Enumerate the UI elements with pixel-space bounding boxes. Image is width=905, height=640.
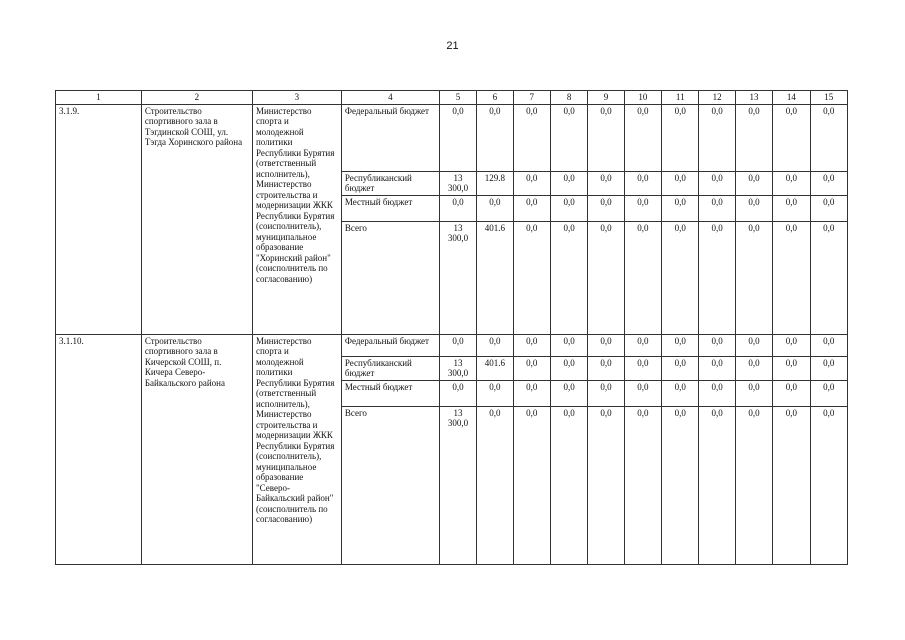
value-cell: 0,0 — [662, 221, 699, 334]
entry-title: Строительство спортивного зала в Кичерской СОШ, п. Кичера Северо-Байкальского района — [141, 334, 252, 564]
column-header: 5 — [439, 91, 476, 105]
value-cell: 129.8 — [477, 171, 513, 195]
value-cell: 0,0 — [439, 195, 476, 221]
entry-executor: Министерство спорта и молодежной политики Республики Бурятия (ответственный исполнитель), Министерство строительства и модернизации ЖКК Республики Бурятия (соисполнитель), муниципальное образование "Северо-Байкальский район" (соисполнитель по согласованию) — [252, 334, 341, 564]
value-cell: 0,0 — [513, 221, 550, 334]
value-cell: 0,0 — [477, 380, 513, 406]
column-header: 12 — [699, 91, 735, 105]
value-cell: 401.6 — [477, 221, 513, 334]
entry-executor: Министерство спорта и молодежной политики Республики Бурятия (ответственный исполнитель), Министерство строительства и модернизации ЖКК Республики Бурятия (соисполнитель), муниципальное образование "Хоринский район" (соисполнитель по согласованию) — [252, 104, 341, 334]
value-cell: 0,0 — [662, 171, 699, 195]
value-cell: 0,0 — [477, 406, 513, 564]
value-cell: 0,0 — [550, 171, 587, 195]
entry-code: 3.1.10. — [56, 334, 142, 564]
column-header: 2 — [141, 91, 252, 105]
value-cell: 0,0 — [439, 104, 476, 171]
value-cell: 0,0 — [699, 356, 735, 380]
column-header: 14 — [773, 91, 810, 105]
value-cell: 0,0 — [513, 195, 550, 221]
value-cell: 0,0 — [513, 406, 550, 564]
value-cell: 0,0 — [735, 356, 772, 380]
value-cell: 0,0 — [513, 171, 550, 195]
value-cell: 0,0 — [699, 221, 735, 334]
value-cell: 0,0 — [513, 104, 550, 171]
value-cell: 0,0 — [588, 104, 624, 171]
value-cell: 0,0 — [662, 406, 699, 564]
value-cell: 0,0 — [735, 195, 772, 221]
value-cell: 0,0 — [624, 380, 661, 406]
column-header: 15 — [810, 91, 847, 105]
value-cell: 0,0 — [624, 221, 661, 334]
funding-table — [55, 90, 848, 565]
value-cell: 0,0 — [773, 104, 810, 171]
value-cell: 0,0 — [662, 356, 699, 380]
value-cell: 0,0 — [513, 380, 550, 406]
value-cell: 0,0 — [550, 221, 587, 334]
value-cell: 0,0 — [773, 195, 810, 221]
value-cell: 0,0 — [624, 171, 661, 195]
entry-code: 3.1.9. — [56, 104, 142, 334]
column-header: 8 — [550, 91, 587, 105]
value-cell: 0,0 — [624, 195, 661, 221]
value-cell: 0,0 — [513, 334, 550, 356]
value-cell: 0,0 — [662, 380, 699, 406]
value-cell: 0,0 — [699, 171, 735, 195]
value-cell: 0,0 — [699, 406, 735, 564]
column-header: 4 — [341, 91, 439, 105]
table-row — [56, 334, 848, 356]
value-cell: 13 300,0 — [439, 221, 476, 334]
value-cell: 0,0 — [588, 356, 624, 380]
entry-title: Строительство спортивного зала в Тэгдинской СОШ, ул. Тэгда Хоринского района — [141, 104, 252, 334]
value-cell: 0,0 — [773, 356, 810, 380]
value-cell: 0,0 — [810, 221, 847, 334]
funding-source: Республиканский бюджет — [341, 356, 439, 380]
value-cell: 0,0 — [699, 380, 735, 406]
value-cell: 0,0 — [477, 334, 513, 356]
header-row — [56, 91, 848, 105]
value-cell: 13 300,0 — [439, 171, 476, 195]
value-cell: 0,0 — [550, 334, 587, 356]
value-cell: 0,0 — [735, 221, 772, 334]
value-cell: 0,0 — [773, 334, 810, 356]
value-cell: 13 300,0 — [439, 356, 476, 380]
table-row — [56, 104, 848, 171]
value-cell: 0,0 — [477, 104, 513, 171]
value-cell: 0,0 — [735, 406, 772, 564]
value-cell: 0,0 — [624, 334, 661, 356]
column-header: 10 — [624, 91, 661, 105]
page-number: 21 — [446, 40, 459, 52]
value-cell: 0,0 — [810, 406, 847, 564]
value-cell: 0,0 — [624, 104, 661, 171]
value-cell: 0,0 — [773, 406, 810, 564]
value-cell: 0,0 — [550, 380, 587, 406]
value-cell: 0,0 — [735, 334, 772, 356]
value-cell: 0,0 — [550, 195, 587, 221]
value-cell: 0,0 — [588, 195, 624, 221]
value-cell: 13 300,0 — [439, 406, 476, 564]
value-cell: 0,0 — [810, 171, 847, 195]
value-cell: 0,0 — [810, 104, 847, 171]
column-header: 9 — [588, 91, 624, 105]
value-cell: 0,0 — [810, 334, 847, 356]
value-cell: 0,0 — [810, 380, 847, 406]
value-cell: 0,0 — [624, 406, 661, 564]
value-cell: 0,0 — [810, 356, 847, 380]
value-cell: 0,0 — [513, 356, 550, 380]
value-cell: 0,0 — [439, 334, 476, 356]
value-cell: 0,0 — [624, 356, 661, 380]
value-cell: 0,0 — [699, 195, 735, 221]
value-cell: 0,0 — [735, 171, 772, 195]
funding-source: Местный бюджет — [341, 195, 439, 221]
value-cell: 0,0 — [773, 221, 810, 334]
value-cell: 0,0 — [588, 334, 624, 356]
value-cell: 0,0 — [588, 380, 624, 406]
column-header: 11 — [662, 91, 699, 105]
value-cell: 0,0 — [810, 195, 847, 221]
funding-source: Всего — [341, 406, 439, 564]
funding-source: Местный бюджет — [341, 380, 439, 406]
value-cell: 0,0 — [662, 104, 699, 171]
value-cell: 0,0 — [588, 406, 624, 564]
value-cell: 0,0 — [735, 380, 772, 406]
value-cell: 0,0 — [662, 195, 699, 221]
column-header: 13 — [735, 91, 772, 105]
funding-source: Республиканский бюджет — [341, 171, 439, 195]
value-cell: 0,0 — [477, 195, 513, 221]
column-header: 1 — [56, 91, 142, 105]
funding-source: Федеральный бюджет — [341, 104, 439, 171]
value-cell: 0,0 — [773, 380, 810, 406]
value-cell: 0,0 — [588, 221, 624, 334]
funding-source: Федеральный бюджет — [341, 334, 439, 356]
column-header: 6 — [477, 91, 513, 105]
value-cell: 0,0 — [588, 171, 624, 195]
column-header: 7 — [513, 91, 550, 105]
value-cell: 0,0 — [439, 380, 476, 406]
value-cell: 0,0 — [735, 104, 772, 171]
funding-source: Всего — [341, 221, 439, 334]
value-cell: 0,0 — [699, 334, 735, 356]
value-cell: 401.6 — [477, 356, 513, 380]
value-cell: 0,0 — [662, 334, 699, 356]
value-cell: 0,0 — [550, 356, 587, 380]
value-cell: 0,0 — [550, 406, 587, 564]
column-header: 3 — [252, 91, 341, 105]
value-cell: 0,0 — [550, 104, 587, 171]
value-cell: 0,0 — [773, 171, 810, 195]
value-cell: 0,0 — [699, 104, 735, 171]
